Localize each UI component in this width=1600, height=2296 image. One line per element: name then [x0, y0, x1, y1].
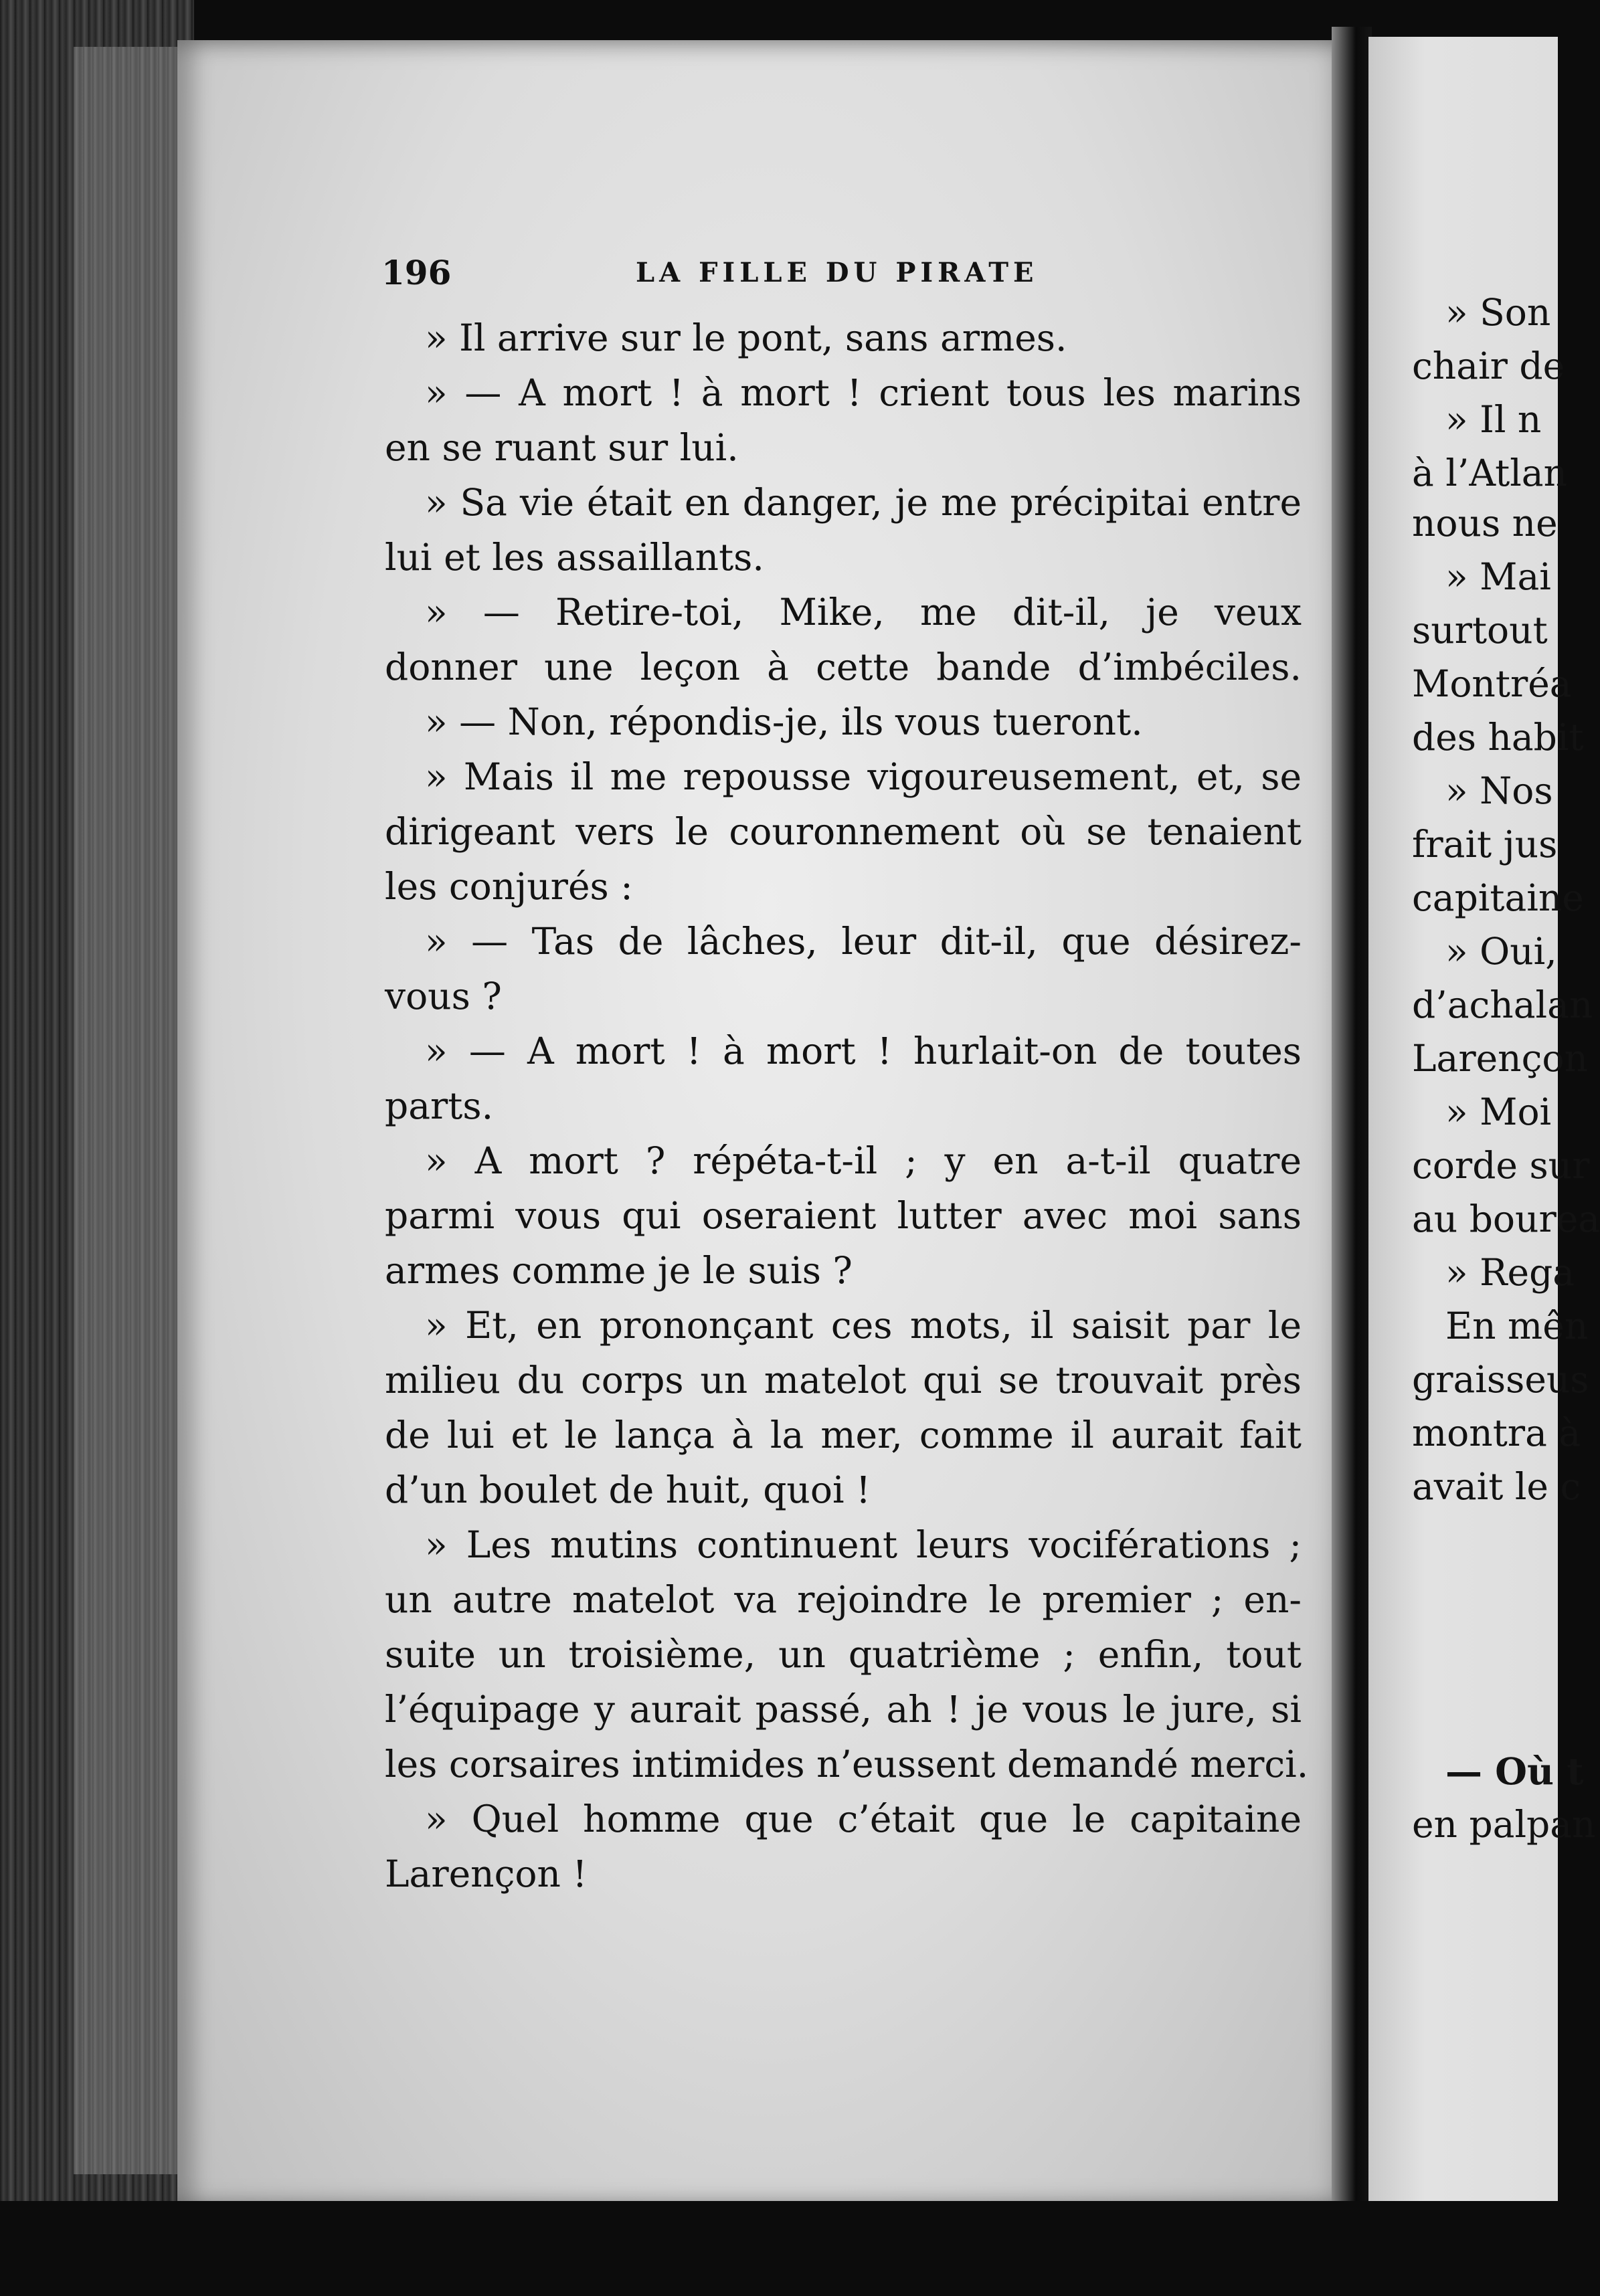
book-gutter [1332, 27, 1372, 2234]
text-line: en se ruant sur lui. [385, 426, 739, 469]
right-text-line: nous ne [1412, 502, 1558, 545]
right-text-line: graisseus [1412, 1358, 1589, 1401]
right-text-line: des habit [1412, 716, 1584, 759]
right-text-line: Montréa [1412, 662, 1572, 705]
text-line: » Il arrive sur le pont, sans armes. [425, 316, 1067, 359]
text-line: » A mort ? répéta-t-il ; y en a-t-il quatre [425, 1139, 1302, 1182]
right-text-line: frait jus [1412, 823, 1558, 866]
text-line: un autre matelot va rejoindre le premier ; en- [385, 1578, 1302, 1621]
right-text-line: corde sur [1412, 1144, 1590, 1187]
text-line: » — A mort ! à mort ! hurlait-on de toutes [425, 1030, 1302, 1072]
text-line: dirigeant vers le couronnement où se tenaient [385, 810, 1302, 853]
text-line: » Mais il me repousse vigoureusement, et, se [425, 755, 1302, 798]
text-line: » — Retire-toi, Mike, me dit-il, je veux [425, 591, 1302, 634]
running-title: LA FILLE DU PIRATE [636, 257, 1039, 288]
right-text-line: montra à [1412, 1412, 1581, 1454]
page-header [381, 253, 1305, 293]
text-line: » Sa vie était en danger, je me précipitai entre [425, 481, 1302, 524]
text-line: milieu du corps un matelot qui se trouvait près [385, 1359, 1302, 1402]
right-text-line: à l’Atlan [1412, 452, 1568, 494]
page-number: 196 [381, 253, 452, 292]
right-text-line: » Mai [1445, 555, 1551, 598]
text-line: » Quel homme que c’était que le capitaine [425, 1798, 1302, 1840]
text-line: lui et les assaillants. [385, 536, 764, 579]
page-edges [74, 47, 187, 2174]
text-line: l’équipage y aurait passé, ah ! je vous le jure, si [385, 1688, 1302, 1731]
text-line: parmi vous qui oseraient lutter avec moi sans [385, 1194, 1302, 1237]
right-text-line: — Où t [1445, 1749, 1584, 1793]
right-text-line: en palpan [1412, 1803, 1596, 1846]
right-text-line: » Oui, [1445, 930, 1557, 973]
text-line: » — Tas de lâches, leur dit-il, que désirez- [425, 920, 1302, 963]
right-text-line: » Son [1445, 291, 1551, 334]
text-line: d’un boulet de huit, quoi ! [385, 1468, 871, 1511]
text-line: » Les mutins continuent leurs vociférations ; [425, 1523, 1302, 1566]
right-text-line: capitaine [1412, 876, 1584, 919]
right-text-line: chair de [1412, 345, 1565, 387]
text-line: les conjurés : [385, 865, 633, 908]
text-line: donner une leçon à cette bande d’imbéciles. [385, 646, 1302, 688]
text-line: armes comme je le suis ? [385, 1249, 853, 1292]
text-line: » — A mort ! à mort ! crient tous les marins [425, 371, 1302, 414]
text-line: Larençon ! [385, 1852, 588, 1895]
text-line: de lui et le lança à la mer, comme il aurait fait [385, 1414, 1302, 1456]
text-line: parts. [385, 1084, 494, 1127]
text-line: » — Non, répondis-je, ils vous tueront. [425, 700, 1143, 743]
right-text-line: » Il n [1445, 398, 1542, 441]
right-text-line: Larençon [1412, 1037, 1588, 1080]
right-text-line: au bourea [1412, 1198, 1600, 1240]
text-line: » Et, en prononçant ces mots, il saisit par le [425, 1304, 1302, 1347]
right-text-line: » Nos [1445, 769, 1553, 812]
right-text-line: En mên [1445, 1305, 1589, 1347]
right-text-line: surtout [1412, 609, 1548, 652]
bottom-shadow [0, 2201, 1558, 2296]
text-line: les corsaires intimides n’eussent demandé merci. [385, 1743, 1309, 1786]
right-text-line: » Moi [1445, 1090, 1552, 1133]
right-text-line: avait le c [1412, 1465, 1581, 1508]
text-line: suite un troisième, un quatrième ; enfin, tout [385, 1633, 1302, 1676]
text-line: vous ? [385, 975, 502, 1018]
right-text-line: d’achalan [1412, 983, 1593, 1026]
right-text-line: » Rega [1445, 1251, 1575, 1294]
